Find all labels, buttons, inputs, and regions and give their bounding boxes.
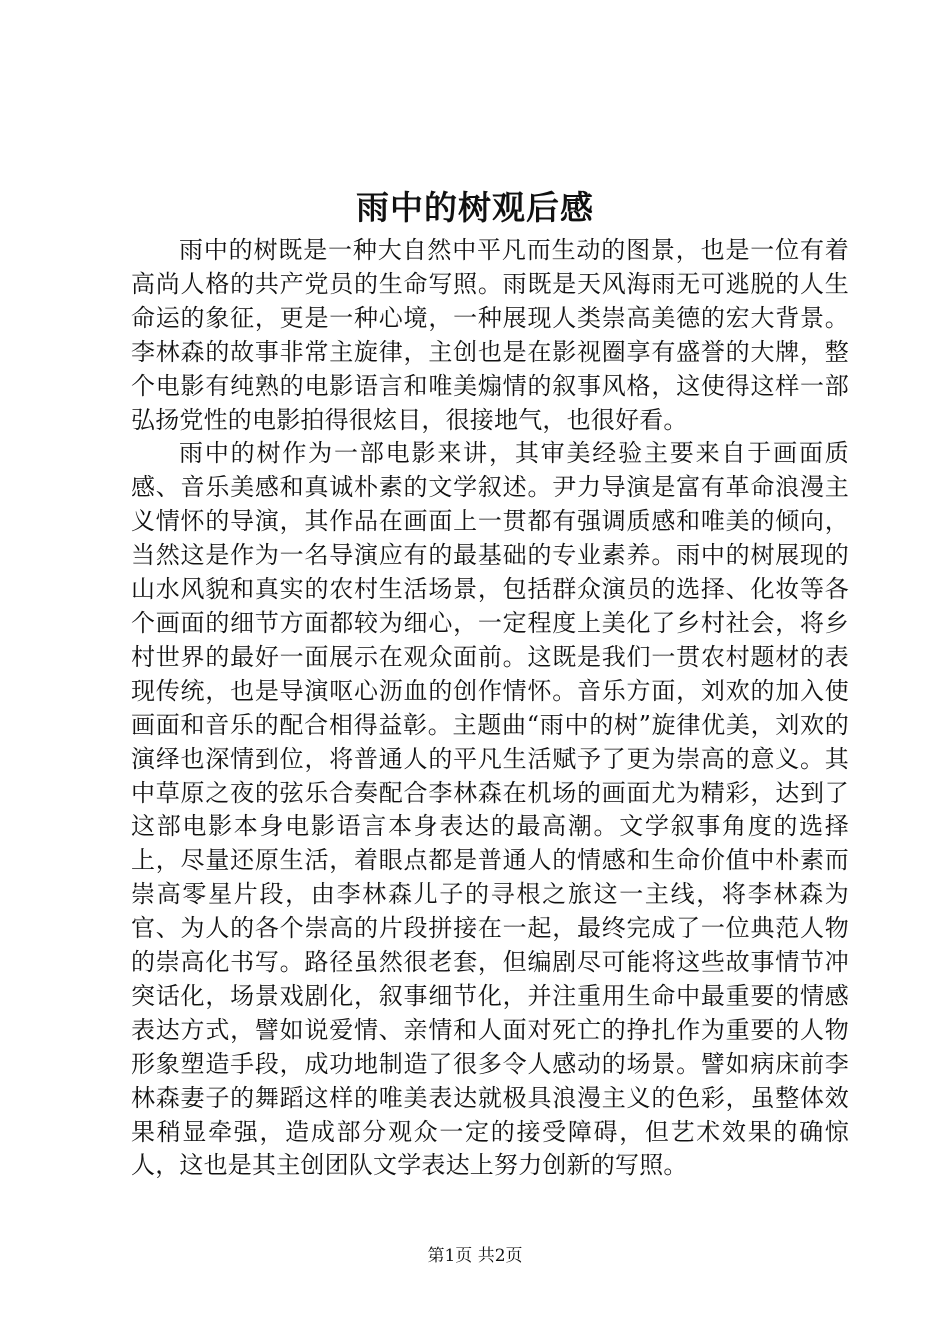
paragraph-1: 雨中的树既是一种大自然中平凡而生动的图景，也是一位有着高尚人格的共产党员的生命写照。雨既是天风海雨无可逃脱的人生命运的象征，更是一种心境，一种展现人类崇高美德的宏大背景。李林森的故事非常主旋律，主创也是在影视圈享有盛誉的大牌，整个电影有纯熟的电影语言和唯美煽情的叙事风格，这使得这样一部弘扬党性的电影拍得很炫目，很接地气，也很好看。	[131, 236, 849, 434]
page-number-footer: 第1页 共2页	[427, 1246, 523, 1266]
document-title: 雨中的树观后感	[356, 188, 594, 227]
document-body	[131, 234, 849, 1183]
paragraph-2: 雨中的树作为一部电影来讲，其审美经验主要来自于画面质感、音乐美感和真诚朴素的文学叙述。尹力导演是富有革命浪漫主义情怀的导演，其作品在画面上一贯都有强调质感和唯美的倾向，当然这是作为一名导演应有的最基础的专业素养。雨中的树展现的山水风貌和真实的农村生活场景，包括群众演员的选择、化妆等各个画面的细节方面都较为细心，一定程度上美化了乡村社会，将乡村世界的最好一面展示在观众面前。这既是我们一贯农村题材的表现传统，也是导演呕心沥血的创作情怀。音乐方面，刘欢的加入使画面和音乐的配合相得益彰。主题曲“雨中的树”旋律优美，刘欢的演绎也深情到位，将普通人的平凡生活赋予了更为崇高的意义。其中草原之夜的弦乐合奏配合李林森在机场的画面尤为精彩，达到了这部电影本身电影语言本身表达的最高潮。文学叙事角度的选择上，尽量还原生活，着眼点都是普通人的情感和生命价值中朴素而崇高零星片段，由李林森儿子的寻根之旅这一主线，将李林森为官、为人的各个崇高的片段拼接在一起，最终完成了一位典范人物的崇高化书写。路径虽然很老套，但编剧尽可能将这些故事情节冲突话化，场景戏剧化，叙事细节化，并注重用生命中最重要的情感表达方式，譬如说爱情、亲情和人面对死亡的挣扎作为重要的人物形象塑造手段，成功地制造了很多令人感动的场景。譬如病床前李林森妻子的舞蹈这样的唯美表达就极具浪漫主义的色彩，虽整体效果稍显牵强，造成部分观众一定的接受障碍，但艺术效果的确惊人，这也是其主创团队文学表达上努力创新的写照。	[131, 439, 849, 1180]
